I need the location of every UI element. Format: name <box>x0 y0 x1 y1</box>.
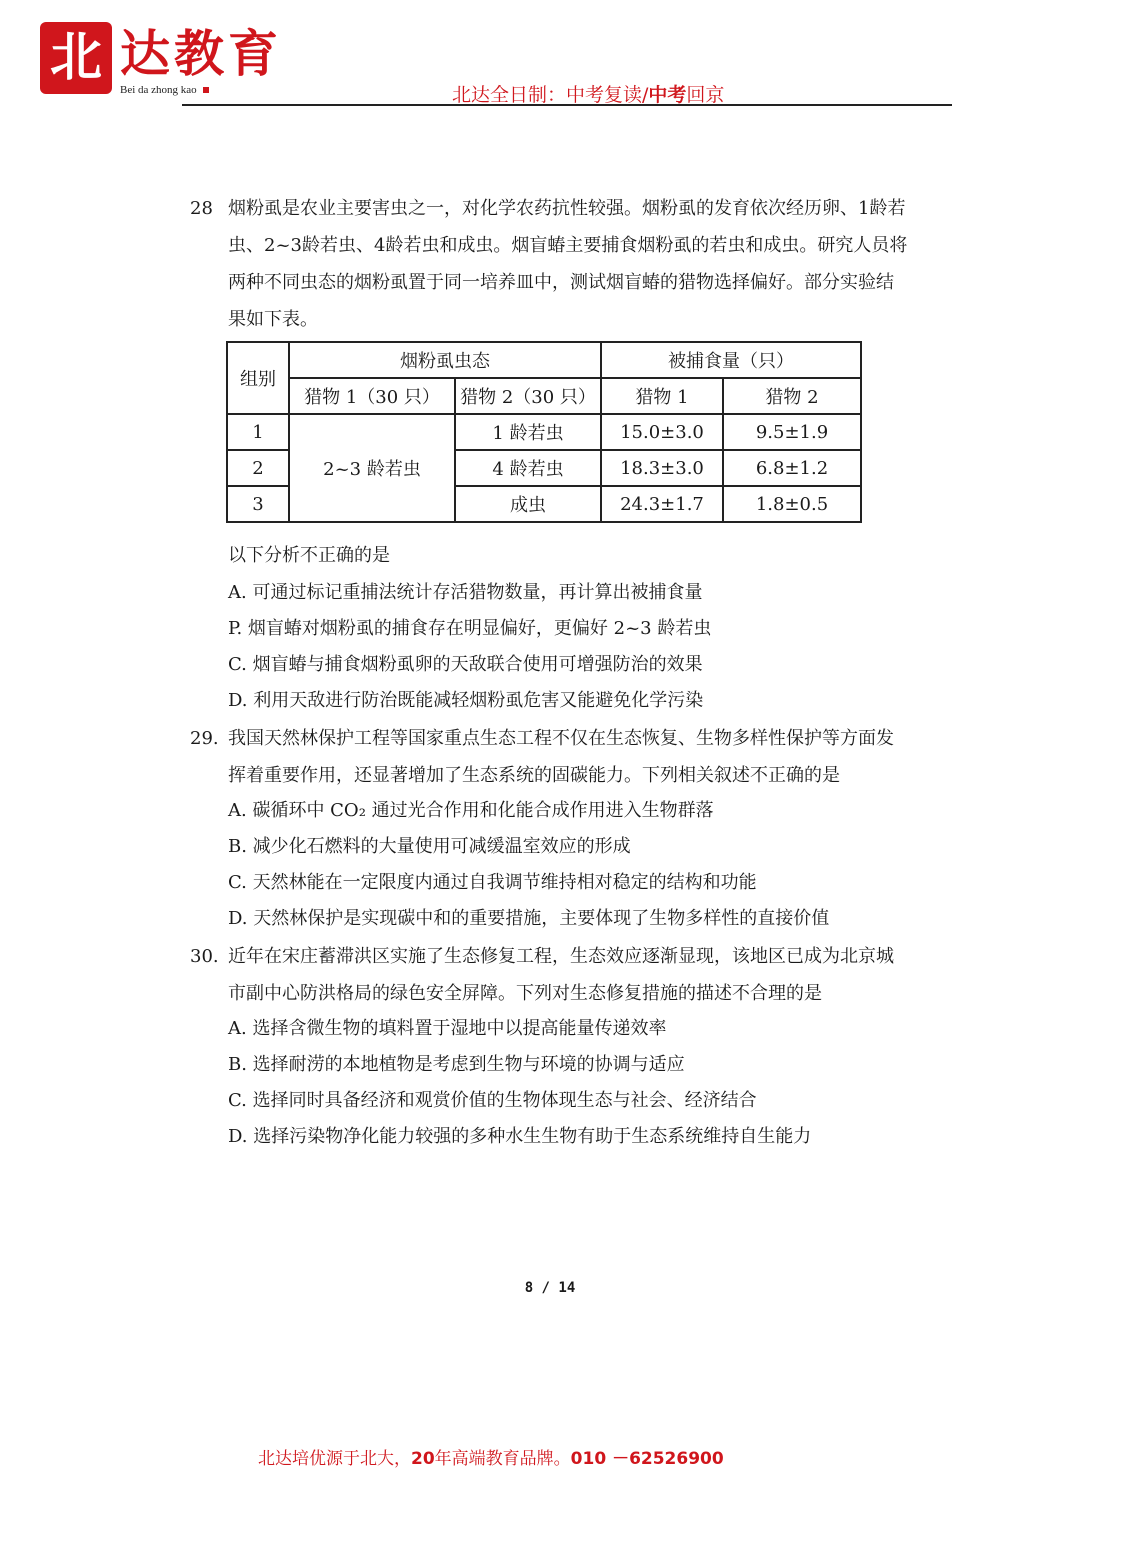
option-c: C. 选择同时具备经济和观赏价值的生物体现生态与社会、经济结合 <box>228 1090 757 1111</box>
question-text: 我国天然林保护工程等国家重点生态工程不仅在生态恢复、生物多样性保护等方面发挥着重要作用，还显著增加了生态系统的固碳能力。下列相关叙述不正确的是 <box>228 728 894 786</box>
option-c: C. 天然林能在一定限度内通过自我调节维持相对稳定的结构和功能 <box>228 872 757 893</box>
experiment-table <box>226 341 862 523</box>
option-c: C. 烟盲蝽与捕食烟粉虱卵的天敌联合使用可增强防治的效果 <box>228 654 703 675</box>
option-b: B. 选择耐涝的本地植物是考虑到生物与环境的协调与适应 <box>228 1054 685 1075</box>
header-tagline: 北达全日制：中考复读/中考回京 <box>452 84 725 106</box>
table-cell: 18.3±3.0 <box>601 450 723 486</box>
table-cell: 成虫 <box>455 486 601 522</box>
table-cell: 9.5±1.9 <box>723 414 861 450</box>
option-a: A. 选择含微生物的填料置于湿地中以提高能量传递效率 <box>228 1018 667 1039</box>
footer-slogan: 北达培优源于北大，20年高端教育品牌。010 －62526900 <box>258 1449 724 1469</box>
table-header-eaten: 被捕食量（只） <box>601 342 861 378</box>
logo-subtitle: Bei da zhong kao <box>120 84 209 96</box>
table-header-prey2: 猎物 2（30 只） <box>455 378 601 414</box>
question-stem: 以下分析不正确的是 <box>228 545 390 566</box>
table-cell: 3 <box>227 486 289 522</box>
table-cell-shared-prey1: 2~3 龄若虫 <box>289 414 455 522</box>
table-cell: 6.8±1.2 <box>723 450 861 486</box>
table-cell: 24.3±1.7 <box>601 486 723 522</box>
option-d: D. 选择污染物净化能力较强的多种水生生物有助于生态系统维持自生能力 <box>228 1126 812 1147</box>
question-text: 近年在宋庄蓄滞洪区实施了生态修复工程，生态效应逐渐显现，该地区已成为北京城市副中心防洪格局的绿色安全屏障。下列对生态修复措施的描述不合理的是 <box>228 946 894 1004</box>
header-divider <box>182 104 952 106</box>
table-cell: 1.8±0.5 <box>723 486 861 522</box>
table-header-stage: 烟粉虱虫态 <box>289 342 601 378</box>
option-d: D. 天然林保护是实现碳中和的重要措施，主要体现了生物多样性的直接价值 <box>228 908 830 929</box>
table-header-prey1: 猎物 1（30 只） <box>289 378 455 414</box>
table-header-eat2: 猎物 2 <box>723 378 861 414</box>
table-cell: 1 <box>227 414 289 450</box>
logo-mark: 北 <box>40 22 112 94</box>
question-number: 30. <box>190 946 219 967</box>
page-number: 8 / 14 <box>524 1280 576 1296</box>
question-number: 28 <box>190 198 213 219</box>
logo-text: 达教育 <box>120 24 282 83</box>
table-cell: 4 龄若虫 <box>455 450 601 486</box>
option-a: A. 可通过标记重捕法统计存活猎物数量，再计算出被捕食量 <box>228 582 703 603</box>
question-text: 烟粉虱是农业主要害虫之一，对化学农药抗性较强。烟粉虱的发育依次经历卵、1龄若虫、2~3龄若虫、4龄若虫和成虫。烟盲蝽主要捕食烟粉虱的若虫和成虫。研究人员将两种不同虫态的烟粉虱置于同一培养皿中，测试烟盲蝽的猎物选择偏好。部分实验结果如下表。 <box>228 198 908 330</box>
table-cell: 1 龄若虫 <box>455 414 601 450</box>
logo <box>40 22 340 102</box>
question-number: 29. <box>190 728 219 749</box>
option-b: B. 减少化石燃料的大量使用可减缓温室效应的形成 <box>228 836 631 857</box>
option-a: A. 碳循环中 CO₂ 通过光合作用和化能合成作用进入生物群落 <box>228 800 714 821</box>
table-cell: 2 <box>227 450 289 486</box>
option-b: P. 烟盲蝽对烟粉虱的捕食存在明显偏好，更偏好 2~3 龄若虫 <box>228 618 712 639</box>
table-cell: 15.0±3.0 <box>601 414 723 450</box>
option-d: D. 利用天敌进行防治既能减轻烟粉虱危害又能避免化学污染 <box>228 690 704 711</box>
table-row <box>227 414 861 450</box>
table-header-group: 组别 <box>227 342 289 414</box>
table-header-eat1: 猎物 1 <box>601 378 723 414</box>
